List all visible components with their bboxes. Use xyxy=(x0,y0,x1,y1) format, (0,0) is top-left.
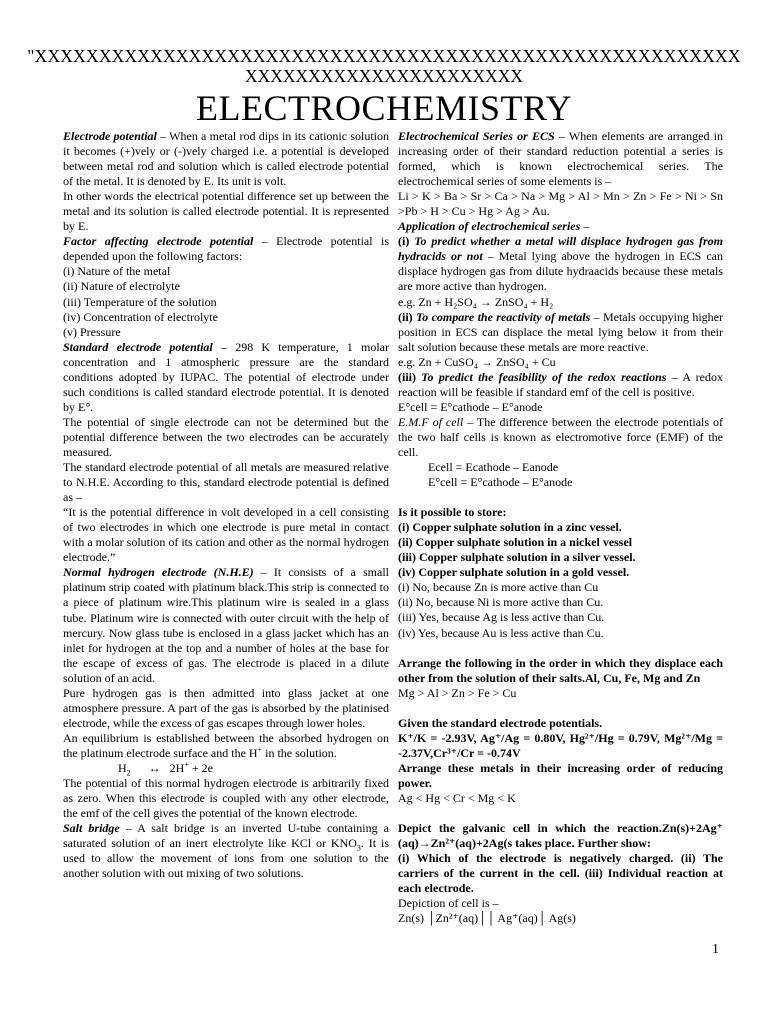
emf-text: – The difference between the electrode potentials of the two half cells is known as electromotive force (EMF) of the cell. xyxy=(398,414,723,459)
answer: Depiction of cell is – xyxy=(398,896,499,911)
salt-bridge-para xyxy=(63,821,389,881)
standard-potential-text: – 298 K temperature, 1 molar concentration and 1 atmospheric pressure are the standard conditions adopted by IUPAC. The potential of electrode under such conditions is called standard electrode potential. It is denoted by E°. xyxy=(63,339,389,414)
electrode-potential-text: – When a metal rod dips in its cationic solution it becomes (+)vely or (-)vely charged i.e. a potential is developed between metal rod and solution which is called electrode potential of the metal. It is denoted by E. Its unit is volt. xyxy=(63,129,390,189)
question-2: Arrange the following in the order in which they displace each other from the solution of their salts.Al, Cu, Fe, Mg and Zn xyxy=(398,655,723,685)
application-iii-heading: To predict the feasibility of the redox reactions xyxy=(421,369,667,384)
emf-heading: E.M.F of cell xyxy=(398,414,464,429)
header-line-2: XXXXXXXXXXXXXXXXXXXXXX xyxy=(244,66,524,86)
application-ii-text: – Metals occupying higher position in ECS can displace the metal lying below it from their salt solution because these metals are more reactive. xyxy=(398,309,723,354)
eq-lhs: H xyxy=(118,760,127,775)
application-i xyxy=(398,234,723,294)
factor-item: (iv) Concentration of electrolyte xyxy=(63,309,218,324)
answer-item: (iv) Yes, because Au is less active than Cu. xyxy=(398,625,604,640)
right-column xyxy=(398,129,723,926)
definition-quote: “It is the potential difference in volt developed in a cell consisting of two electrodes in which one electrode is pure metal in contact with a molar solution of its cation and other as the normal hydrogen electrode.” xyxy=(63,505,389,565)
question-3-title: Given the standard electrode potentials. xyxy=(398,715,603,730)
standard-potential-heading: Standard electrode potential xyxy=(63,339,213,354)
factors-text: – Electrode potential is depended upon the following factors: xyxy=(63,234,389,264)
question-4: Depict the galvanic cell in which the reaction.Zn(s)+2Ag⁺ (aq)→Zn²⁺(aq)+2Ag(s takes place. Further show: xyxy=(398,820,723,851)
application-ii xyxy=(398,310,723,355)
application-i-text: – Metal lying above the hydrogen in ECS can displace hydrogen gas from dilute hydraacids because these metals are more active than hydrogen. xyxy=(398,249,723,294)
ecell-standard-equation: E°cell = E°cathode – E°anode xyxy=(398,399,543,414)
application-dash: – xyxy=(580,219,590,234)
ecell-equation: Ecell = Ecathode – Eanode xyxy=(428,460,559,475)
question-1-item: (ii) Copper sulphate solution in a nickel vessel xyxy=(398,535,633,550)
header-line-1: "XXXXXXXXXXXXXXXXXXXXXXXXXXXXXXXXXXXXXXXXXXXXXXXXXXXXXXX xyxy=(27,46,741,66)
eq-rhs-end: + 2e xyxy=(188,760,213,775)
subscript: 3 xyxy=(356,843,361,853)
example-equation: e.g. Zn + CuSO₄ → ZnSO₄ + Cu xyxy=(398,354,556,369)
salt-bridge-heading: Salt bridge xyxy=(63,821,120,836)
salt-bridge-text-end: . It is used to allow the movement of ions from one solution to the another solution with out mixing of two solutions. xyxy=(63,836,389,881)
question-3-task: Arrange these metals in their increasing order of reducing power. xyxy=(398,760,723,790)
nhe-text: – It consists of a small platinum strip coated with platinum black.This strip is connected to a piece of platinum wire.This platinum wire is sealed in a glass tube. Platinum wire is connected with outer circuit with the help of mercury. Now glass tube is enclosed in a glass jacket which has an inlet for hydrogen at the top and a number of holes at the base for the escape of excess of gas. The electrode is placed in a dilute solution of an acid. xyxy=(63,565,389,685)
item-number: (iii) xyxy=(398,369,422,384)
question-1-title: Is it possible to store: xyxy=(398,505,507,520)
equilibrium-text: An equilibrium is established between the absorbed hydrogen on the platinum electrode surface and the H xyxy=(63,730,389,760)
question-4-parts: (i) Which of the electrode is negatively charged. (ii) The carriers of the current in the cell. (iii) Individual reaction at each electrode. xyxy=(398,851,723,896)
factors-heading: Factor affecting electrode potential xyxy=(63,234,254,249)
example-equation: e.g. Zn + H₂SO₄ → ZnSO₄ + H₂ xyxy=(398,294,554,309)
application-ii-heading: To compare the reactivity of metals xyxy=(416,309,591,324)
paragraph: The potential of single electrode can not be determined but the potential difference between the two electrodes can be accurately measured. xyxy=(63,414,389,459)
ecell-equation: E°cell = E°cathode – E°anode xyxy=(428,475,573,490)
question-1-item: (iii) Copper sulphate solution in a silver vessel. xyxy=(398,550,636,565)
question-3-values: K⁺/K = -2.93V, Ag⁺/Ag = 0.80V, Hg²⁺/Hg = 0.79V, Mg²⁺/Mg = -2.37V,Cr³⁺/Cr = -0.74V xyxy=(398,730,723,760)
answer-item: (iii) Yes, because Ag is less active than Cu. xyxy=(398,610,605,625)
page-number: 1 xyxy=(712,942,719,957)
hydrogen-equation xyxy=(63,761,389,776)
eq-arrow: ↔ xyxy=(148,760,161,775)
subscript: 2 xyxy=(126,768,131,778)
superscript: + xyxy=(257,744,263,754)
cell-depiction: Zn(s) │Zn²⁺(aq)││ Ag⁺(aq)│ Ag(s) xyxy=(398,911,576,926)
application-iii-text: – A redox reaction will be feasible if standard emf of the cell is positive. xyxy=(398,369,724,399)
page-title: ELECTROCHEMISTRY xyxy=(195,88,572,128)
item-number: (ii) xyxy=(398,309,417,324)
ecs-text: – When elements are arranged in increasing order of their standard reduction potential a series is formed, which is known electrochemical series. The electrochemical series of some elements is – xyxy=(398,129,723,189)
electrode-potential-para xyxy=(63,129,389,189)
ecs-para xyxy=(398,129,723,189)
application-title: Application of electrochemical series xyxy=(398,219,581,234)
question-1-item: (i) Copper sulphate solution in a zinc vessel. xyxy=(398,520,622,535)
paragraph: The standard electrode potential of all metals are measured relative to N.H.E. According to this, standard electrode potential is defined as – xyxy=(63,460,389,505)
electrode-potential-heading: Electrode potential xyxy=(63,129,157,143)
eq-rhs: 2H xyxy=(169,760,185,775)
nhe-heading: Normal hydrogen electrode (N.H.E) xyxy=(63,565,254,580)
factor-item: (iii) Temperature of the solution xyxy=(63,294,217,309)
answer: Mg > Al > Zn > Fe > Cu xyxy=(398,685,517,700)
item-number: (i) xyxy=(398,234,415,249)
ecs-heading: Electrochemical Series or ECS xyxy=(398,129,555,143)
question-1-item: (iv) Copper sulphate solution in a gold vessel. xyxy=(398,565,630,580)
factor-item: (i) Nature of the metal xyxy=(63,264,171,279)
paragraph: Pure hydrogen gas is then admitted into glass jacket at one atmosphere pressure. A part of the gas is absorbed by the platinised electrode, while the excess of gas escapes through lower holes. xyxy=(63,685,389,730)
equilibrium-text-end: in the solution. xyxy=(262,745,337,760)
superscript: + xyxy=(184,759,189,769)
factors-para xyxy=(63,234,389,264)
series-line: Li > K > Ba > Sr > Ca > Na > Mg > Al > Mn > Zn > Fe > Ni > Sn >Pb > H > Cu > Hg > Ag > Au. xyxy=(398,189,723,219)
factor-item: (v) Pressure xyxy=(63,324,121,339)
application-i-heading: To predict whether a metal will displace hydrogen gas from hydracids or not xyxy=(398,234,724,264)
paragraph: In other words the electrical potential difference set up between the metal and its solution is called electrode potential. It is represented by E. xyxy=(63,189,389,234)
factor-item: (ii) Nature of electrolyte xyxy=(63,279,180,294)
application-iii xyxy=(398,370,723,400)
answer-item: (i) No, because Zn is more active than Cu xyxy=(398,580,599,595)
application-heading xyxy=(398,219,723,234)
left-column xyxy=(63,129,389,881)
paragraph: The potential of this normal hydrogen electrode is arbitrarily fixed as zero. When this electrode is coupled with any other electrode, the emf of the cell gives the potential of the known electrode. xyxy=(63,776,389,821)
emf-para xyxy=(398,415,723,460)
equilibrium-para xyxy=(63,731,389,761)
answer-item: (ii) No, because Ni is more active than Cu. xyxy=(398,595,604,610)
salt-bridge-text: – A salt bridge is an inverted U-tube containing a saturated solution of an inert electrolyte like KCl or KNO xyxy=(63,821,390,851)
nhe-para xyxy=(63,565,389,685)
standard-potential-para xyxy=(63,340,389,415)
answer: Ag < Hg < Cr < Mg < K xyxy=(398,790,516,805)
